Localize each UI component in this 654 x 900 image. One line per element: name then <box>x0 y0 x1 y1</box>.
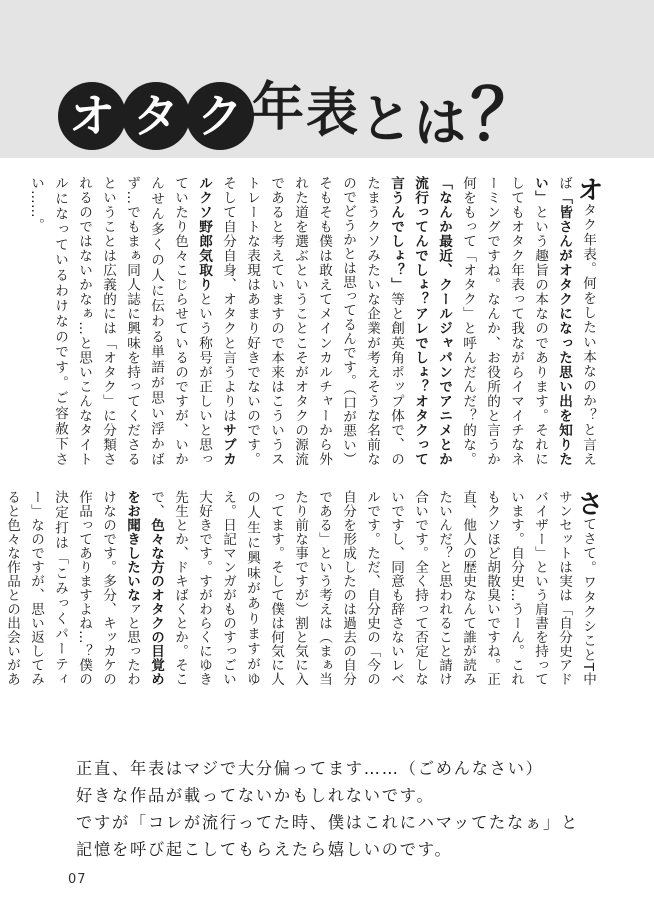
title-circle-char: ク <box>186 82 254 150</box>
footer-note <box>76 755 596 863</box>
title-char: と <box>360 90 413 150</box>
title-char: は <box>414 94 467 154</box>
emphasis-text: 「なんか最近、クールジャパンでアニメとか流行ってんでしょ？アレでしょ？オタクって言うんでしょ？」 <box>388 176 452 466</box>
body-column-bottom <box>4 490 603 686</box>
title-char: 表 <box>306 84 359 144</box>
drop-initial: オ <box>573 176 603 204</box>
footer-note-line: ですが「コレが流行ってた時、僕はこれにハマッてたなぁ」と <box>76 813 579 832</box>
page-title <box>58 72 541 156</box>
body-paragraph <box>24 176 603 467</box>
page-number: 07 <box>68 872 87 887</box>
body-text: 等と創英角ポップ体で、のたまうクソみたいな企業が考えそうな名前なのでどうかとは思ってるんです。（口が悪い）そもそも僕は敢えてメインカルチャーから外れた道を選ぶということこそがオタクの源流であると考えていますので本来はこういうストレートな表現はあまり好きでないのです。そして自分自身、オタクと言うよりは <box>220 176 404 467</box>
drop-initial: さ <box>573 490 603 517</box>
title-circle-char: オ <box>58 82 126 150</box>
body-text: てさて。ワタクシことT中サンセットは実は「自分史アドバイザー」という肩書を持っています。自分史…うーん。これもクソほど胡散臭いですね。正直、他人の歴史なんて誰が読みたいんだ？と思われること請け合いです。全く持って否定しないですし、同意も辞さないレベルです。ただ、自分史の「今の自分を形成したのは過去の自分である」という考えは（まぁ当たり前な事ですが）割と気に入ってます。そして僕は何気に人の人生に興味がありますがゆえ。日記マンガがものすっごい大好きです。すがわらくにゆき先生とか、ドキばくとか。そこで、 <box>148 490 596 686</box>
title-circle-char: タ <box>122 82 190 150</box>
body-column-top <box>28 176 603 467</box>
emphasis-text: 色々な方のオタクの目覚めをお聞きしたいな <box>124 490 164 686</box>
body-paragraph <box>0 490 603 686</box>
emphasis-text: サブカルクソ野郎気取り <box>196 176 236 467</box>
body-text: ァと思ったわけなのです。多分、キッカケの作品ってありますよね…？僕の決定打は「こみっくパーティー」なのですが、思い返してみると色々な作品との出会いがあ <box>4 490 140 686</box>
emphasis-text: 「皆さんがオタクになった思い出を知りたい」 <box>532 176 572 467</box>
body-text: という趣旨の本なのであります。それにしてもオタク年表って我ながらイマイチなネーミングですね。なんか、お役所的と言うか何をもって「オタク」と呼んだんだ？的な。 <box>460 176 548 467</box>
title-char: 年 <box>252 78 305 138</box>
footer-note-line: 好きな作品が載ってないかもしれないです。 <box>76 786 435 805</box>
body-text: という称号が正しいと思っていたり色々こじらせているのですが、いかんせん多くの人に伝わる単語が思い浮かばず…でもまぁ同人誌に興味を持ってくださるということは広義的には「オタク」に分類されるのではないかなぁ…と思いこんなタイトルになっているわけなのです。ご容赦下さい……。 <box>28 176 212 467</box>
title-question-mark: ？ <box>470 74 541 156</box>
footer-note-line: 記憶を呼び起こしてもらえたら嬉しいのです。 <box>76 840 453 859</box>
footer-note-line: 正直、年表はマジで大分偏ってます……（ごめんなさい） <box>76 759 544 778</box>
body-text: タク年表。何をしたい本なのか？と言えば <box>556 176 596 466</box>
